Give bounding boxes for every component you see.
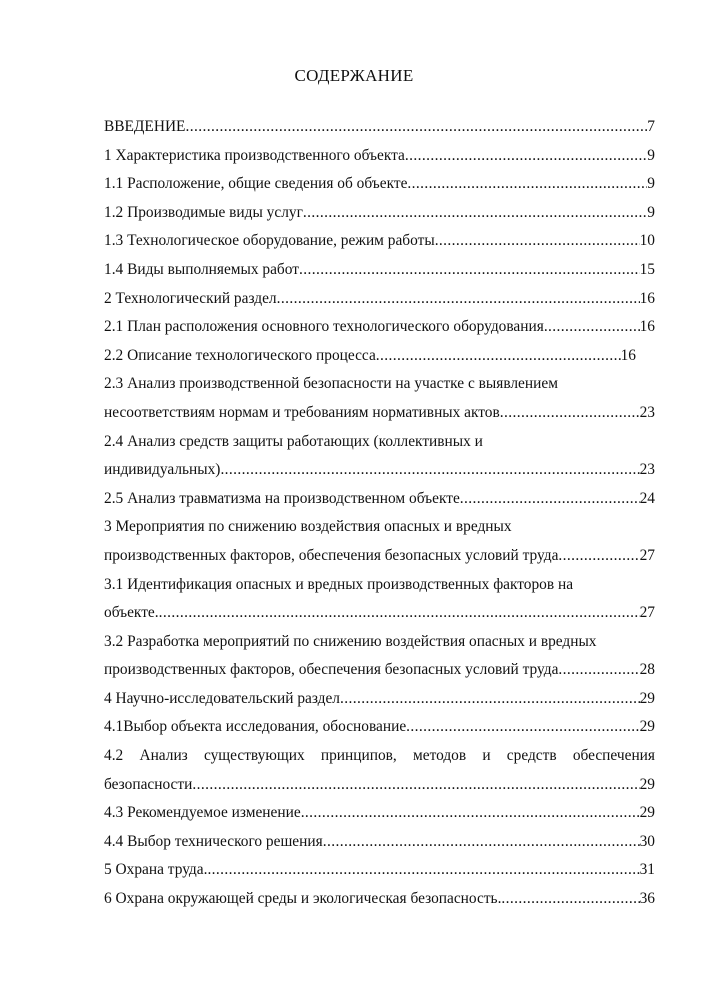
toc-leader-dots	[185, 113, 647, 142]
toc-entry-1-3	[104, 227, 655, 256]
toc-entry-4-3	[104, 799, 655, 828]
toc-entry-4-1	[104, 713, 655, 742]
toc-page-number: 23	[639, 461, 655, 479]
toc-entry-text: 4.1Выбор объекта исследования, обоснование	[104, 718, 407, 736]
toc-leader-dots	[220, 456, 639, 485]
toc-page-number: 28	[639, 661, 655, 679]
toc-entry-text: 1.1 Расположение, общие сведения об объекте	[104, 175, 408, 193]
toc-entry-4-2-first-line: 4.2 Анализ существующих принципов, методов и средств обеспечения	[104, 747, 655, 765]
toc-entry-text: 4.4 Выбор технического решения	[104, 832, 323, 850]
toc-leader-dots	[207, 856, 639, 885]
toc-page-number: 9	[647, 203, 655, 221]
toc-entry-1-1	[104, 170, 655, 199]
toc-entry-text: ВВЕДЕНИЕ	[104, 118, 186, 135]
toc-entry-1-4	[104, 256, 655, 285]
toc-entry-text: объекте.	[104, 604, 159, 622]
toc-page-number: 9	[647, 146, 655, 164]
toc-entry-4-4	[104, 828, 655, 857]
toc-leader-dots	[407, 170, 647, 199]
toc-leader-dots	[460, 485, 640, 514]
toc-page-number: 27	[639, 546, 655, 564]
table-of-contents	[104, 113, 655, 914]
toc-entry-introduction	[104, 113, 655, 142]
toc-entry-text: 4 Научно-исследовательский раздел	[104, 689, 340, 707]
toc-entry-3-first-line: 3 Мероприятия по снижению воздействия опасных и вредных	[104, 518, 512, 536]
toc-page-number: 31	[639, 861, 655, 879]
toc-page-number: 16	[639, 289, 655, 307]
toc-page-number: 16	[620, 346, 636, 364]
toc-leader-dots	[558, 542, 639, 571]
toc-entry-2-5	[104, 485, 655, 514]
toc-leader-dots	[159, 599, 640, 628]
toc-entry-2	[104, 285, 655, 314]
toc-entry-text: безопасности	[104, 775, 193, 793]
toc-page-number: 15	[639, 260, 655, 278]
toc-page-number: 16	[639, 318, 655, 336]
toc-entry-text: 2.2 Описание технологического процесса	[104, 346, 376, 364]
toc-entry-text: 1.4 Виды выполняемых работ	[104, 260, 299, 278]
toc-entry-5	[104, 856, 655, 885]
toc-leader-dots	[558, 656, 639, 685]
toc-entry-text: 4.3 Рекомендуемое изменение	[104, 804, 301, 822]
toc-entry-text: 1.3 Технологическое оборудование, режим работы	[104, 232, 435, 250]
toc-page-number: 24	[639, 489, 655, 507]
toc-leader-dots	[376, 342, 621, 371]
toc-entry-4-2	[104, 771, 655, 800]
toc-leader-dots	[405, 142, 647, 171]
toc-page-number: 7	[647, 118, 655, 135]
toc-entry-text: 6 Охрана окружающей среды и экологическая безопасность.	[104, 890, 502, 908]
toc-page-number: 30	[639, 832, 655, 850]
toc-entry-text: несоответствиям нормам и требованиям нормативных актов	[104, 403, 500, 421]
toc-entry-2-4	[104, 456, 655, 485]
toc-leader-dots	[544, 313, 640, 342]
toc-entry-2-3	[104, 399, 655, 428]
toc-leader-dots	[303, 199, 647, 228]
toc-entry-text: 5 Охрана труда.	[104, 861, 208, 879]
toc-entry-2-3-first-line: 2.3 Анализ производственной безопасности на участке с выявлением	[104, 375, 558, 393]
toc-entry-1	[104, 142, 655, 171]
toc-page-number: 29	[639, 718, 655, 736]
toc-entry-1-2	[104, 199, 655, 228]
toc-leader-dots	[501, 885, 639, 914]
toc-leader-dots	[500, 399, 640, 428]
toc-entry-3-1	[104, 599, 655, 628]
toc-page-number: 29	[639, 804, 655, 822]
page-title: СОДЕРЖАНИЕ	[294, 66, 414, 85]
toc-entry-2-1	[104, 313, 655, 342]
toc-entry-text: 1 Характеристика производственного объекта	[104, 146, 405, 164]
toc-leader-dots	[192, 771, 639, 800]
toc-entry-4	[104, 685, 655, 714]
toc-entry-3	[104, 542, 655, 571]
toc-entry-3-2	[104, 656, 655, 685]
toc-entry-2-4-first-line: 2.4 Анализ средств защиты работающих (коллективных и	[104, 432, 483, 450]
toc-leader-dots	[435, 227, 640, 256]
toc-entry-text: 2.1 План расположения основного технологического оборудования	[104, 318, 544, 336]
toc-page-number: 27	[639, 604, 655, 622]
toc-entry-text: 1.2 Производимые виды услуг	[104, 203, 303, 221]
toc-page-number: 29	[639, 689, 655, 707]
toc-leader-dots	[301, 799, 640, 828]
toc-leader-dots	[299, 256, 640, 285]
toc-leader-dots	[406, 713, 639, 742]
toc-entry-text: 2 Технологический раздел	[104, 289, 277, 307]
toc-entry-text: производственных факторов, обеспечения безопасных условий труда	[104, 661, 559, 679]
toc-page-number: 9	[647, 175, 655, 193]
toc-entry-6	[104, 885, 655, 914]
toc-entry-text: индивидуальных)	[104, 461, 221, 479]
toc-entry-3-1-first-line: 3.1 Идентификация опасных и вредных производственных факторов на	[104, 575, 574, 593]
toc-entry-2-2	[104, 342, 636, 371]
toc-leader-dots	[323, 828, 640, 857]
toc-entry-3-2-first-line: 3.2 Разработка мероприятий по снижению воздействия опасных и вредных	[104, 632, 597, 650]
toc-leader-dots	[340, 685, 640, 714]
toc-entry-text: 2.5 Анализ травматизма на производственном объекте	[104, 489, 460, 507]
toc-entry-text: производственных факторов, обеспечения безопасных условий труда	[104, 546, 559, 564]
toc-page-number: 29	[639, 775, 655, 793]
toc-leader-dots	[277, 285, 640, 314]
toc-page-number: 10	[639, 232, 655, 250]
toc-page-number: 23	[639, 403, 655, 421]
toc-page-number: 36	[639, 890, 655, 908]
